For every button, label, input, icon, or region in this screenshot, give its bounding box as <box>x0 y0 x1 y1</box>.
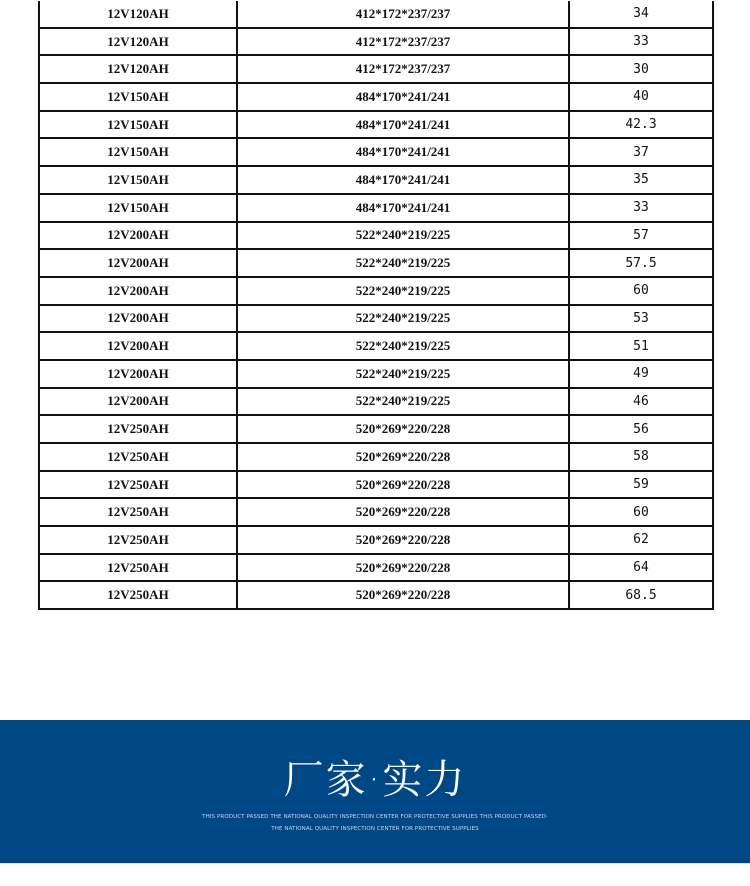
table-row <box>39 222 713 250</box>
weight-cell: 57 <box>569 222 713 250</box>
weight-cell: 49 <box>569 360 713 388</box>
model-cell: 12V150AH <box>39 166 237 194</box>
battery-spec-table <box>38 1 714 610</box>
model-cell: 12V120AH <box>39 55 237 83</box>
weight-cell: 64 <box>569 554 713 582</box>
dimensions-cell: 520*269*220/228 <box>237 581 569 609</box>
table-row <box>39 498 713 526</box>
weight-cell: 62 <box>569 526 713 554</box>
dimensions-cell: 484*170*241/241 <box>237 83 569 111</box>
model-cell: 12V200AH <box>39 388 237 416</box>
table-row <box>39 83 713 111</box>
table-row <box>39 360 713 388</box>
banner-subtitle-line-1: THIS PRODUCT PASSED THE NATIONAL QUALITY INSPECTION CENTER FOR PROTECTIVE SUPPLIES THIS PRODUCT PASSED· <box>202 814 548 820</box>
model-cell: 12V250AH <box>39 415 237 443</box>
dimensions-cell: 520*269*220/228 <box>237 443 569 471</box>
dimensions-cell: 484*170*241/241 <box>237 194 569 222</box>
model-cell: 12V150AH <box>39 83 237 111</box>
dimensions-cell: 520*269*220/228 <box>237 554 569 582</box>
spec-table-body <box>39 1 713 609</box>
weight-cell: 60 <box>569 277 713 305</box>
manufacturer-strength-banner <box>0 720 750 863</box>
dimensions-cell: 522*240*219/225 <box>237 388 569 416</box>
model-cell: 12V120AH <box>39 1 237 28</box>
banner-subtitle-line-2: THE NATIONAL QUALITY INSPECTION CENTER FOR PROTECTIVE SUPPLIES <box>271 826 479 832</box>
table-row <box>39 111 713 139</box>
dimensions-cell: 412*172*237/237 <box>237 55 569 83</box>
banner-title: 厂家·实力 <box>283 757 467 803</box>
table-row <box>39 28 713 56</box>
table-row <box>39 526 713 554</box>
dimensions-cell: 520*269*220/228 <box>237 498 569 526</box>
dimensions-cell: 520*269*220/228 <box>237 471 569 499</box>
weight-cell: 42.3 <box>569 111 713 139</box>
table-row <box>39 388 713 416</box>
weight-cell: 46 <box>569 388 713 416</box>
weight-cell: 30 <box>569 55 713 83</box>
table-row <box>39 166 713 194</box>
dimensions-cell: 520*269*220/228 <box>237 526 569 554</box>
table-row <box>39 332 713 360</box>
model-cell: 12V200AH <box>39 249 237 277</box>
model-cell: 12V250AH <box>39 471 237 499</box>
model-cell: 12V150AH <box>39 194 237 222</box>
dimensions-cell: 522*240*219/225 <box>237 332 569 360</box>
table-row <box>39 1 713 28</box>
dimensions-cell: 484*170*241/241 <box>237 138 569 166</box>
model-cell: 12V150AH <box>39 138 237 166</box>
dimensions-cell: 484*170*241/241 <box>237 111 569 139</box>
model-cell: 12V150AH <box>39 111 237 139</box>
table-row <box>39 277 713 305</box>
model-cell: 12V250AH <box>39 443 237 471</box>
table-row <box>39 138 713 166</box>
weight-cell: 34 <box>569 1 713 28</box>
model-cell: 12V200AH <box>39 222 237 250</box>
dimensions-cell: 522*240*219/225 <box>237 360 569 388</box>
weight-cell: 57.5 <box>569 249 713 277</box>
weight-cell: 33 <box>569 194 713 222</box>
table-row <box>39 443 713 471</box>
dimensions-cell: 412*172*237/237 <box>237 1 569 28</box>
table-row <box>39 249 713 277</box>
dimensions-cell: 520*269*220/228 <box>237 415 569 443</box>
weight-cell: 59 <box>569 471 713 499</box>
table-row <box>39 581 713 609</box>
table-row <box>39 305 713 333</box>
model-cell: 12V200AH <box>39 360 237 388</box>
model-cell: 12V250AH <box>39 554 237 582</box>
weight-cell: 51 <box>569 332 713 360</box>
weight-cell: 37 <box>569 138 713 166</box>
table-row <box>39 194 713 222</box>
weight-cell: 68.5 <box>569 581 713 609</box>
model-cell: 12V120AH <box>39 28 237 56</box>
dimensions-cell: 522*240*219/225 <box>237 249 569 277</box>
weight-cell: 53 <box>569 305 713 333</box>
dimensions-cell: 484*170*241/241 <box>237 166 569 194</box>
table-row <box>39 471 713 499</box>
weight-cell: 33 <box>569 28 713 56</box>
weight-cell: 40 <box>569 83 713 111</box>
weight-cell: 35 <box>569 166 713 194</box>
weight-cell: 60 <box>569 498 713 526</box>
model-cell: 12V250AH <box>39 498 237 526</box>
dimensions-cell: 412*172*237/237 <box>237 28 569 56</box>
dimensions-cell: 522*240*219/225 <box>237 277 569 305</box>
model-cell: 12V200AH <box>39 277 237 305</box>
model-cell: 12V250AH <box>39 526 237 554</box>
table-row <box>39 554 713 582</box>
model-cell: 12V250AH <box>39 581 237 609</box>
weight-cell: 58 <box>569 443 713 471</box>
banner-bottom-edge <box>0 863 750 864</box>
dimensions-cell: 522*240*219/225 <box>237 222 569 250</box>
table-row <box>39 55 713 83</box>
dimensions-cell: 522*240*219/225 <box>237 305 569 333</box>
model-cell: 12V200AH <box>39 305 237 333</box>
table-row <box>39 415 713 443</box>
weight-cell: 56 <box>569 415 713 443</box>
model-cell: 12V200AH <box>39 332 237 360</box>
spec-table-container <box>38 1 710 610</box>
